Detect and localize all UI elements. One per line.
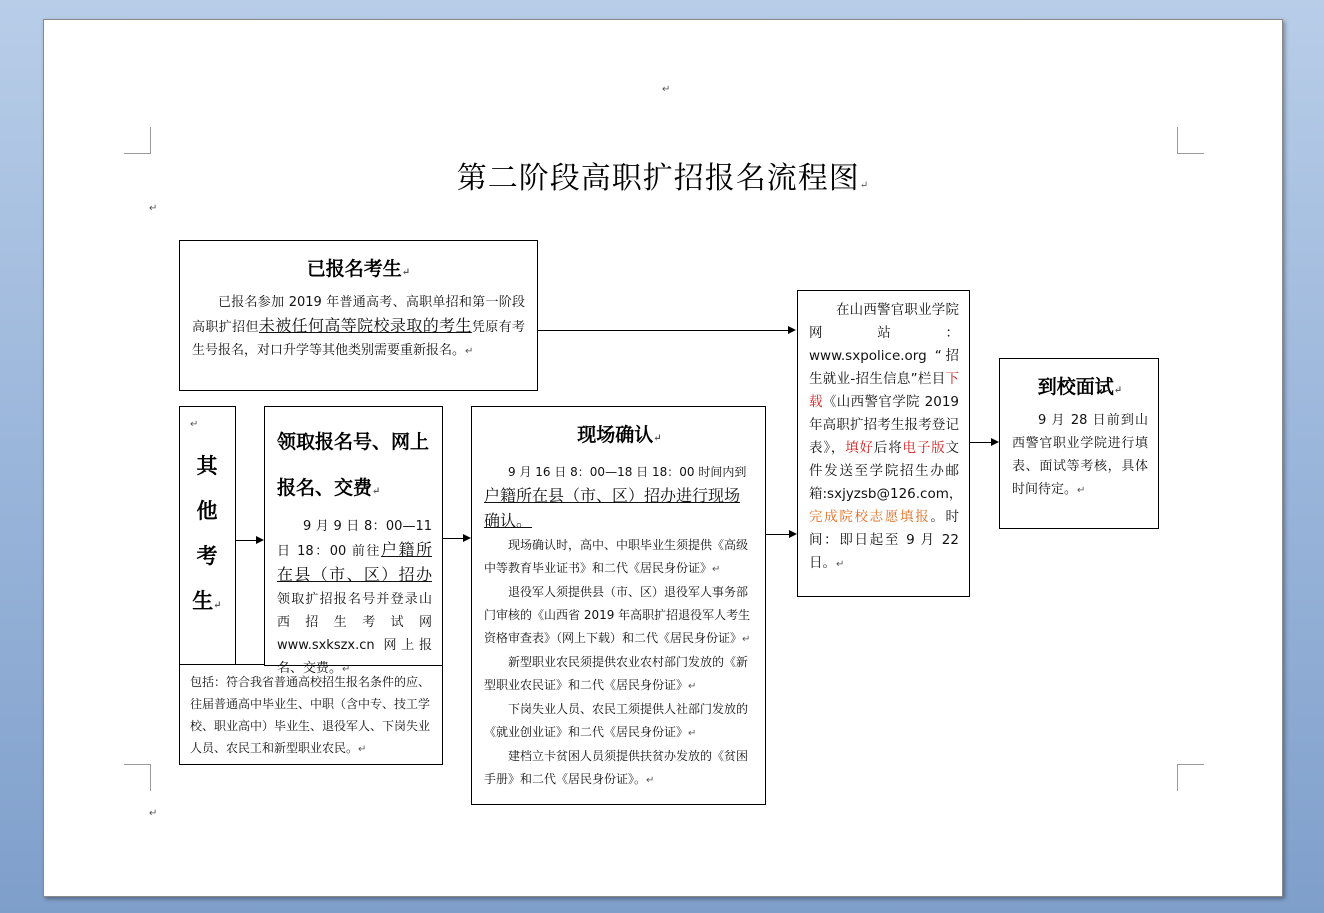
arrow-head-icon [463,534,471,542]
box-text: 包括：符合我省普通高校招生报名条件的应、往届普通高中毕业生、中职（含中专、技工学校、职业高中）毕业生、退役军人、下岗失业人员、农民工和新型职业农民。↵ [190,675,431,755]
box-heading: 领取报名号、网上报名、交费↵ [277,431,430,499]
box-text: 9 月 16 日 8：00—18 日 18：00 时间内到户籍所在县（市、区）招办进行现场确认。 [484,465,747,530]
arrow-website-to-interview [970,442,991,443]
box-text: 下岗失业人员、农民工须提供人社部门发放的《就业创业证》和二代《居民身份证》↵ [484,702,749,739]
box-heading: 到校面试↵ [1037,376,1123,398]
box-text: 在山西警官职业学院网站：www.sxpolice.org “招生就业-招生信息”栏目下载《山西警官学院 2019 年高职扩招考生报考登记表》，填好后将电子版文件发送至学院招生办邮箱:sxjyzsb@126.com，完成院校志愿填报。时间：即日起至 9 月 22 日。↵ [809,302,963,571]
box-school-interview [999,358,1159,529]
arrow-head-icon [991,438,999,446]
box-registered-candidates [179,240,538,391]
box-onsite-confirmation [471,406,766,805]
arrow-head-icon [256,536,264,544]
box-other-candidates: ↵ 其 他 考 生↵ [179,406,236,666]
arrow-apply-to-confirm [443,538,463,539]
page-corner-mark [124,764,151,791]
box-apply-pay [264,406,443,676]
box-text: 9 月 28 日前到山西警官职业学院进行填表、面试等考核，具体时间待定。↵ [1012,413,1148,497]
box-heading: 已报名考生↵ [306,258,411,280]
arrow-head-icon [789,530,797,538]
page-corner-mark [124,127,151,154]
arrow-head-icon [788,326,796,334]
document-page [43,19,1283,897]
paragraph-mark-icon: ↵ [662,84,671,95]
arrow-confirm-to-website [766,534,789,535]
box-heading: 其 他 考 生↵ [192,453,222,613]
paragraph-mark-icon: ↵ [149,808,158,819]
box-text: 新型职业农民须提供农业农村部门发放的《新型职业农民证》和二代《居民身份证》↵ [484,655,749,692]
box-text: 现场确认时，高中、中职毕业生须提供《高级中等教育毕业证书》和二代《居民身份证》↵ [484,538,749,575]
page-corner-mark [1177,764,1204,791]
arrow-registered-to-website [538,330,788,331]
page-corner-mark [1177,127,1204,154]
paragraph-mark-icon: ↵ [149,203,158,214]
box-heading: 现场确认↵ [577,424,662,446]
box-text: 退役军人须提供县（市、区）退役军人事务部门审核的《山西省 2019 年高职扩招退役军人考生资格审查表》（网上下载）和二代《居民身份证》↵ [484,585,751,645]
page-title: 第二阶段高职扩招报名流程图↵ [456,161,870,196]
box-text: 建档立卡贫困人员须提供扶贫办发放的《贫困手册》和二代《居民身份证》。↵ [484,749,749,786]
arrow-other-to-apply [236,540,256,541]
box-text: 9 月 9 日 8：00—11 日 18：00 前往户籍所在县（市、区）招办领取扩招报名号并登录山西招生考试网 www.sxkszx.cn 网上报名、交费。↵ [277,519,432,676]
box-website-form [797,290,970,597]
box-text: 已报名参加 2019 年普通高考、高职单招和第一阶段高职扩招但未被任何高等院校录取的考生凭原有考生号报名，对口升学等其他类别需要重新报名。↵ [192,295,525,358]
